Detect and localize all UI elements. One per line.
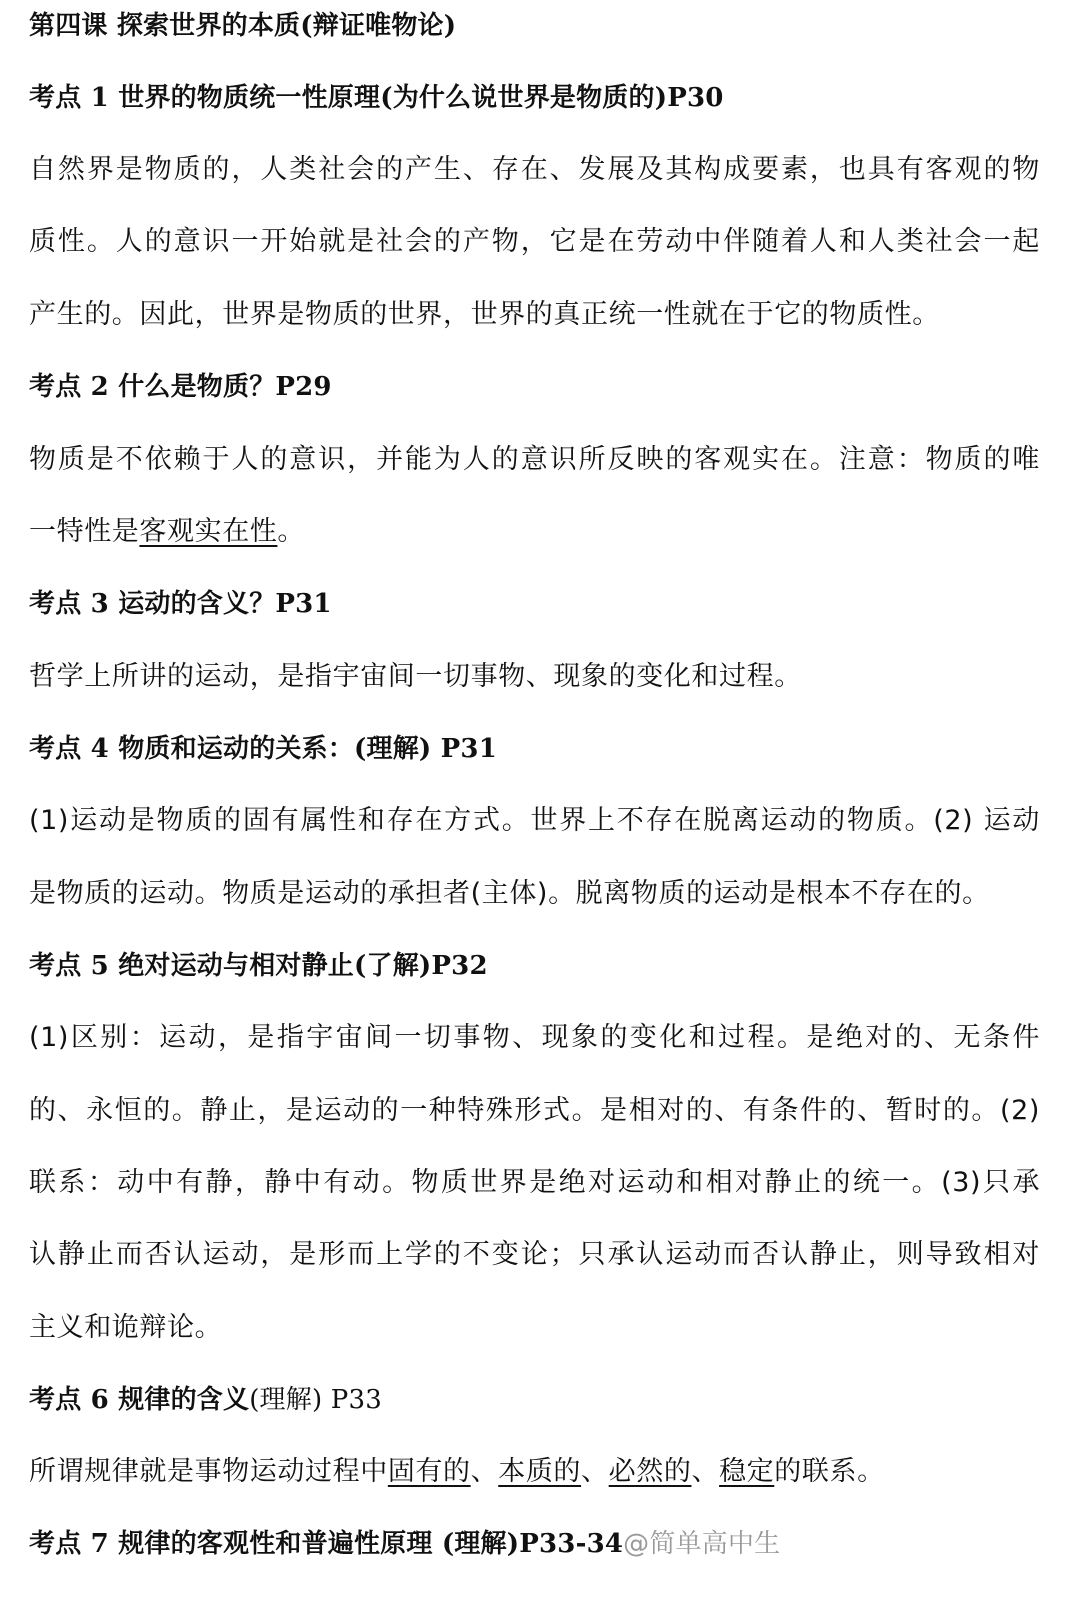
- point-6-sep-3: 、: [691, 1456, 720, 1487]
- point-5-line-3: 联系：动中有静，静中有动。物质世界是绝对运动和相对静止的统一。(3)只承: [29, 1167, 1040, 1198]
- point-6-heading-bold: 考点 6 规律的含义: [29, 1385, 250, 1415]
- point-1-line-1: 自然界是物质的，人类社会的产生、存在、发展及其构成要素，也具有客观的物: [29, 154, 1040, 185]
- point-5-line-4: 认静止而否认运动，是形而上学的不变论；只承认运动而否认静止，则导致相对: [29, 1239, 1040, 1270]
- point-6-sep-1: 、: [470, 1456, 499, 1487]
- point-6-line-post: 的联系。: [774, 1456, 885, 1487]
- point-6-sep-2: 、: [581, 1456, 609, 1487]
- point-1-line-2: 质性。人的意识一开始就是社会的产物，它是在劳动中伴随着人和人类社会一起: [29, 226, 1040, 257]
- underlined-essential: 本质的: [498, 1456, 582, 1487]
- point-2-heading: 考点 2 什么是物质？P29: [29, 372, 332, 402]
- point-2-line-2: [29, 512, 1040, 552]
- point-4-line-2: 是物质的运动。物质是运动的承担者(主体)。脱离物质的运动是根本不存在的。: [29, 878, 990, 909]
- point-2-line-2-pre: 一特性是: [29, 516, 140, 547]
- point-4-line-1: (1)运动是物质的固有属性和存在方式。世界上不存在脱离运动的物质。(2) 运动: [29, 805, 1040, 836]
- point-3-heading: 考点 3 运动的含义？P31: [29, 589, 332, 619]
- point-1-heading: 考点 1 世界的物质统一性原理(为什么说世界是物质的)P30: [29, 83, 724, 113]
- underlined-stable: 稳定: [719, 1456, 775, 1487]
- point-6-line-1: [29, 1452, 1040, 1492]
- point-5-heading: 考点 5 绝对运动与相对静止(了解)P32: [29, 951, 488, 981]
- point-7-heading-text: 考点 7 规律的客观性和普遍性原理 (理解)P33-34: [29, 1529, 624, 1559]
- point-5-line-1: (1)区别：运动，是指宇宙间一切事物、现象的变化和过程。是绝对的、无条件: [29, 1022, 1040, 1053]
- point-4-heading: 考点 4 物质和运动的关系：(理解) P31: [29, 734, 497, 764]
- watermark: @简单高中生: [623, 1529, 781, 1559]
- point-1-line-3: 产生的。因此，世界是物质的世界，世界的真正统一性就在于它的物质性。: [29, 299, 940, 330]
- point-6-heading-normal: (理解) P33: [249, 1385, 382, 1415]
- point-6-line-pre: 所谓规律就是事物运动过程中: [29, 1456, 388, 1487]
- lesson-title: 第四课 探索世界的本质(辩证唯物论): [29, 11, 457, 41]
- point-6-heading: [29, 1380, 1040, 1420]
- point-5-line-2: 的、永恒的。静止，是运动的一种特殊形式。是相对的、有条件的、暂时的。(2): [29, 1095, 1040, 1126]
- point-5-line-5: 主义和诡辩论。: [29, 1312, 223, 1343]
- underlined-necessary: 必然的: [608, 1456, 692, 1487]
- underlined-inherent: 固有的: [387, 1456, 471, 1487]
- point-7-heading: [29, 1524, 1040, 1564]
- point-2-line-1: 物质是不依赖于人的意识，并能为人的意识所反映的客观实在。注意：物质的唯: [29, 444, 1040, 475]
- underlined-objective-reality: 客观实在性: [139, 516, 278, 547]
- point-3-line-1: 哲学上所讲的运动，是指宇宙间一切事物、现象的变化和过程。: [29, 661, 802, 692]
- point-2-line-2-post: 。: [277, 516, 306, 547]
